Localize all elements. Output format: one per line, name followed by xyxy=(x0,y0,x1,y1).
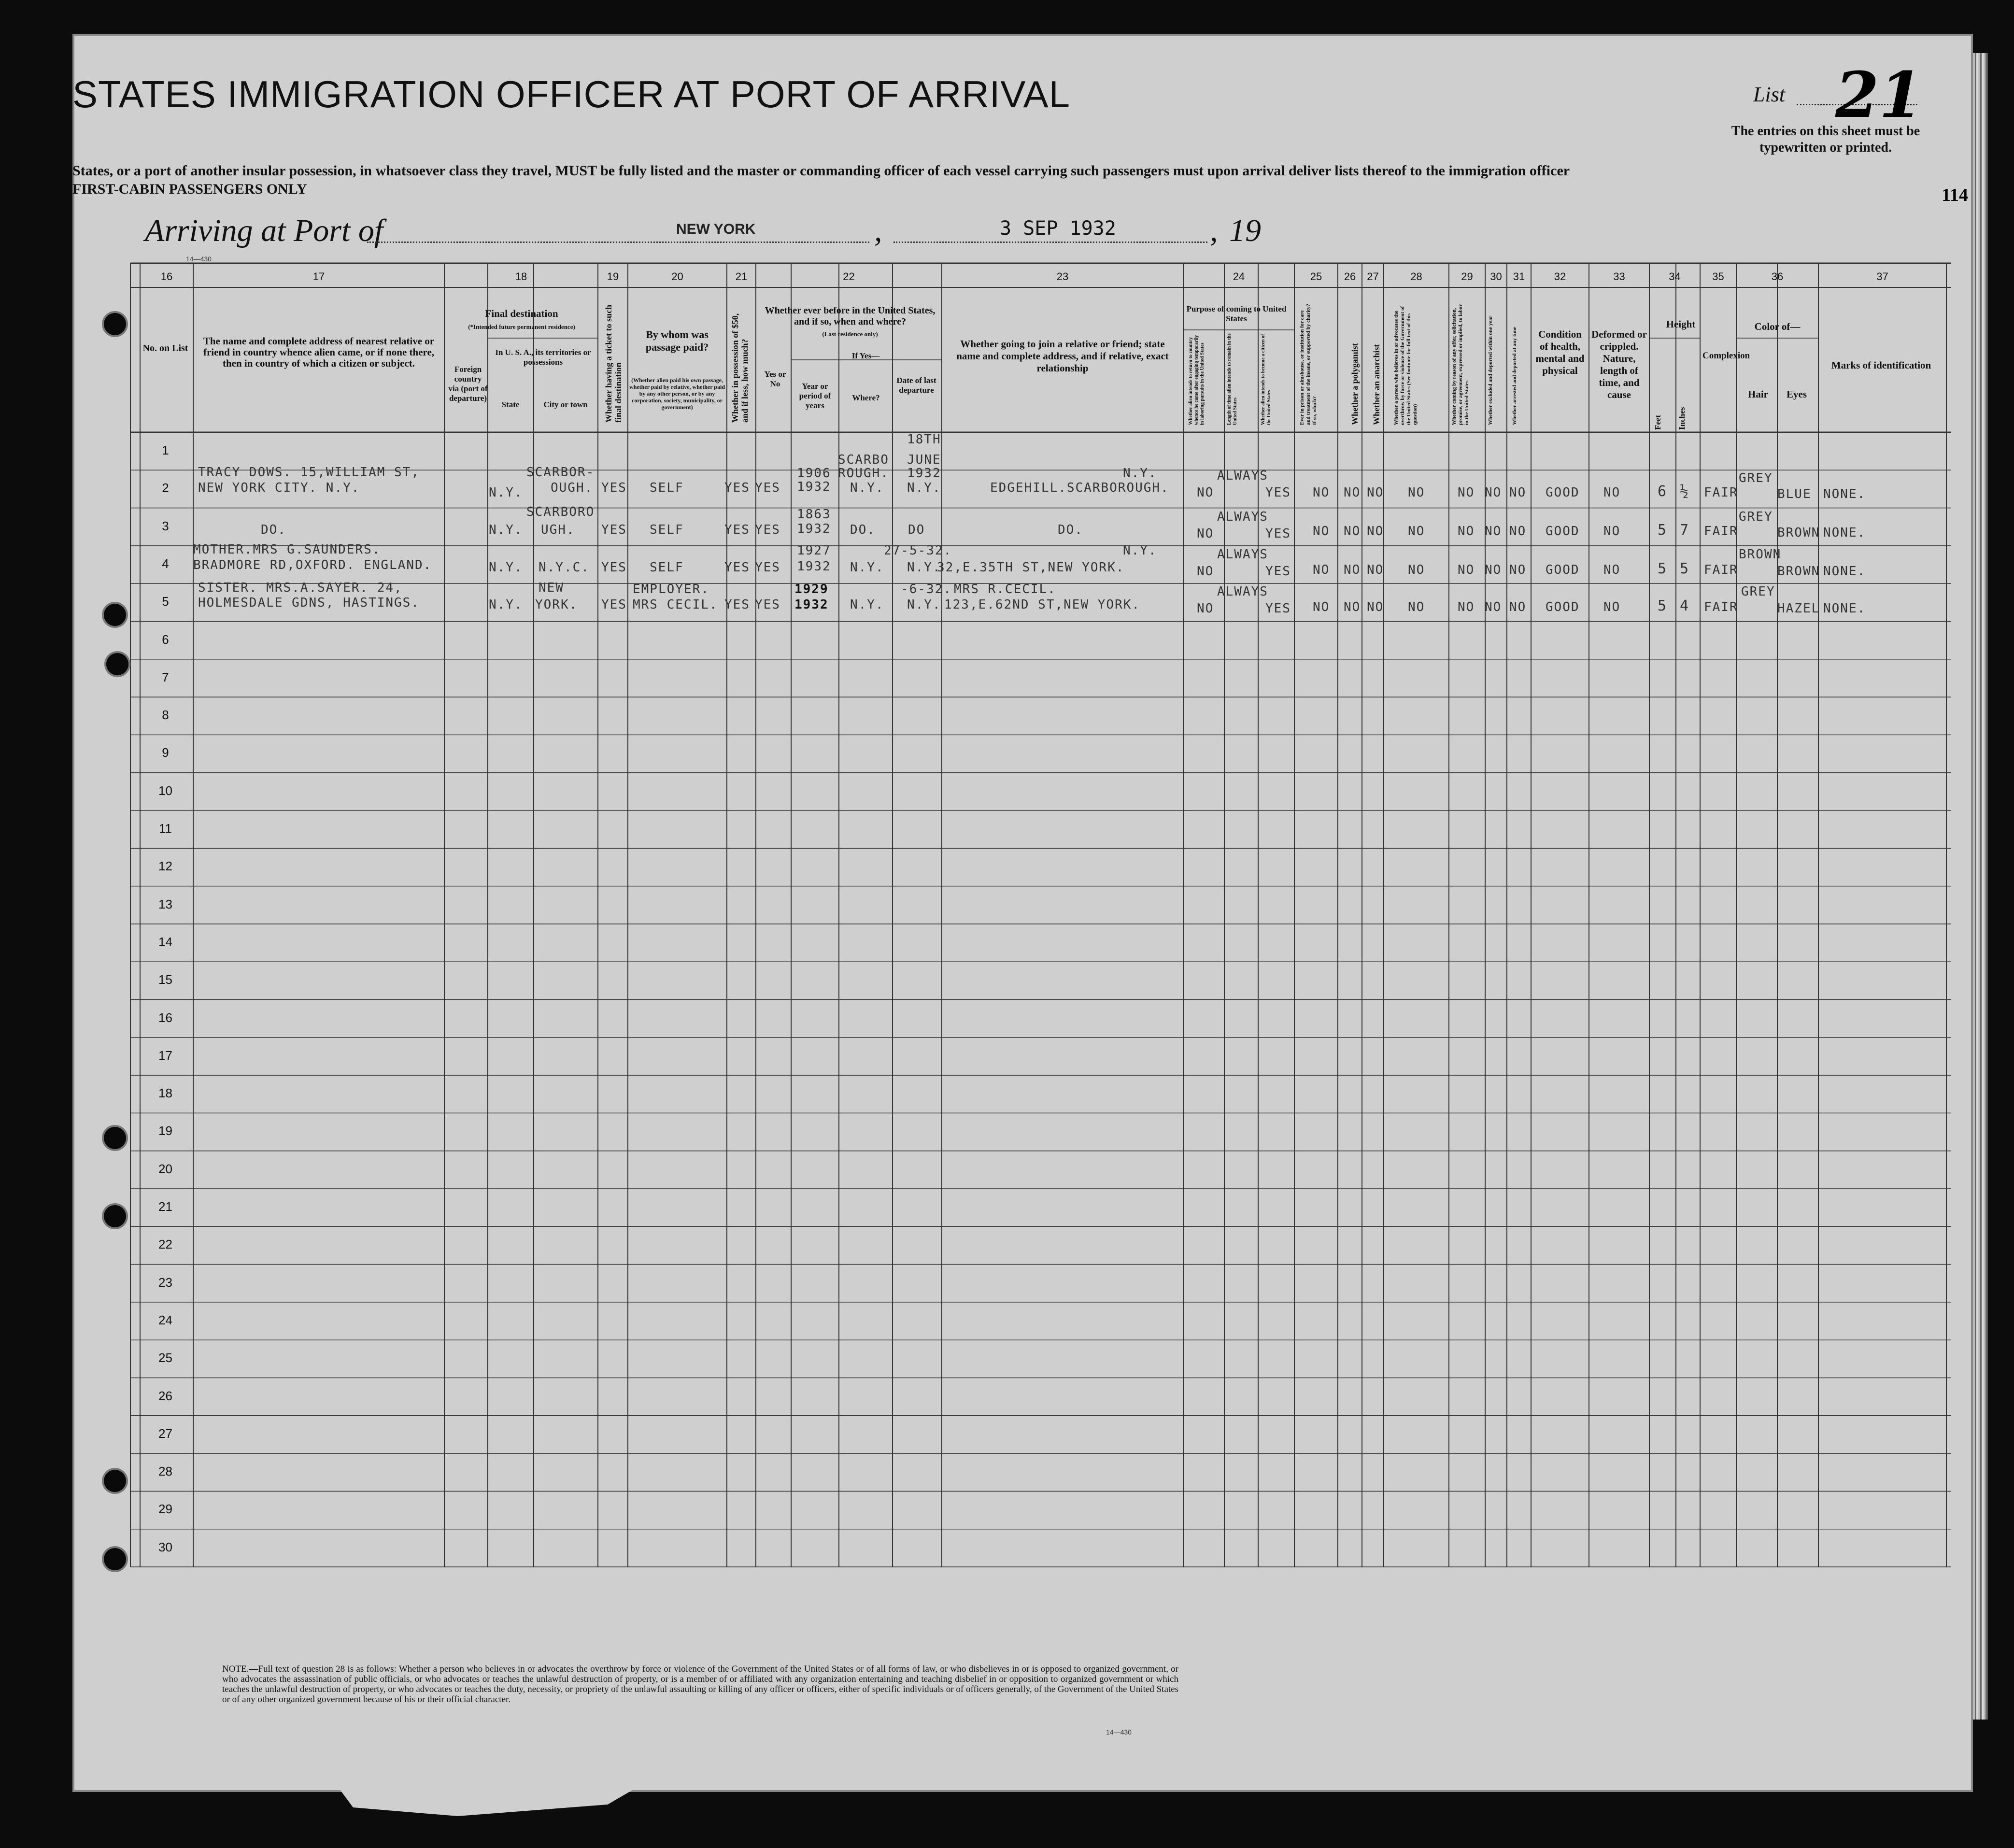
entry-2-deformed: NO xyxy=(1603,524,1621,539)
entry-2-purpose-b: ALWAYS xyxy=(1217,510,1268,524)
entry-1-c30: NO xyxy=(1485,485,1502,500)
entry-2-c28: NO xyxy=(1408,524,1425,539)
header-marks: Marks of identification xyxy=(1831,359,1931,371)
row-number: 11 xyxy=(159,821,172,836)
entry-4-complexion: FAIR xyxy=(1704,600,1738,614)
entry-1-fifty: YES xyxy=(724,481,750,495)
row-number: 30 xyxy=(158,1539,172,1554)
entry-4-before: YES xyxy=(755,597,780,612)
header-purpose-citizen: Whether alien intends to become a citizen of the United States xyxy=(1261,334,1272,425)
column-number: 26 xyxy=(1344,270,1356,283)
entry-1-date2: JUNE xyxy=(907,453,941,467)
column-number: 17 xyxy=(312,270,325,283)
list-label: List xyxy=(1753,83,1786,106)
entry-2-c30: NO xyxy=(1485,524,1502,539)
entry-4-purpose-c: YES xyxy=(1265,601,1291,616)
entry-2-marks: NONE. xyxy=(1823,526,1866,540)
entry-4-feet: 5 xyxy=(1658,597,1668,614)
entry-3-year1: 1927 xyxy=(797,543,831,558)
header-prison: Ever in prison or almshouse, or institution for care and treatment of the insane, or supported by charity? If so, which? xyxy=(1299,303,1318,425)
entry-3-date1: 27-5-32. xyxy=(884,543,952,558)
entry-4-relative-line2: HOLMESDALE GDNS, HASTINGS. xyxy=(198,596,420,610)
row-number: 4 xyxy=(162,556,169,571)
header-purpose: Purpose of coming to United States xyxy=(1186,304,1287,323)
column-number: 37 xyxy=(1876,270,1888,283)
typewritten-note: The entries on this sheet must be typewritten or printed. xyxy=(1731,124,1920,155)
header-final-destination: Final destination xyxy=(485,308,558,319)
entry-4-c31: NO xyxy=(1509,600,1527,614)
entry-4-inches: 4 xyxy=(1680,597,1690,614)
row-number: 16 xyxy=(158,1010,172,1025)
port-value: NEW YORK xyxy=(676,221,756,237)
row-number: 18 xyxy=(158,1086,172,1101)
header-foreign-country: Foreign country via (port of departure) xyxy=(448,365,488,403)
entry-1-inches: ½ xyxy=(1680,483,1690,500)
row-number: 12 xyxy=(158,859,172,874)
entry-3-complexion: FAIR xyxy=(1704,563,1738,577)
arriving-label: Arriving at Port of xyxy=(145,213,383,248)
header-join-relative: Whether going to join a relative or friend; state name and complete address, and if relative, exact relationship xyxy=(956,338,1169,374)
entry-2-fifty: YES xyxy=(724,523,750,537)
list-number: 21 xyxy=(1835,58,1923,132)
entry-1-join2: EDGEHILL.SCARBOROUGH. xyxy=(990,481,1169,495)
entry-2-complexion: FAIR xyxy=(1704,524,1738,539)
row-number: 5 xyxy=(162,594,169,609)
header-feet: Feet xyxy=(1653,414,1662,430)
row-number: 24 xyxy=(158,1312,172,1327)
entry-2-hair: GREY xyxy=(1739,510,1773,524)
column-number: 20 xyxy=(671,270,683,283)
entry-3-date2: N.Y. xyxy=(907,560,941,575)
entry-2-date: DO xyxy=(908,523,925,537)
column-number: 22 xyxy=(843,270,855,283)
entry-4-c27: NO xyxy=(1367,600,1384,614)
entry-1-c26: NO xyxy=(1344,485,1361,500)
column-number: 23 xyxy=(1056,270,1069,283)
row-number: 21 xyxy=(158,1199,172,1214)
row-number: 7 xyxy=(162,669,169,684)
entry-4-date1: -6-32. xyxy=(901,582,952,597)
entry-1-paid-by: SELF xyxy=(650,481,684,495)
entry-2-year1: 1863 xyxy=(797,507,831,522)
row-number: 23 xyxy=(158,1275,172,1290)
entry-4-c25: NO xyxy=(1313,600,1330,614)
row-number: 22 xyxy=(158,1237,172,1252)
footnote-question-28: NOTE.—Full text of question 28 is as follows: Whether a person who believes in or advocates the overthrow by force or violence of the Government of the United States or of all forms of law, or who disbelieves in or is opposed to organized government, or who advocates the assassination of public officials, or who advocates or teaches the unlawful destruction of property, or is a member of or affiliated with any organization entertaining and teaching disbelief in or opposition to organized government or which teaches the unlawful destruction of property, or who advocates or teaches the duty, necessity, or propriety of the unlawful assaulting or killing of any officer or officers, either of specific individuals or of officers generally, of the Government of the United States or of any other organized government because of his or their official character. xyxy=(222,1664,1178,1705)
header-arrested: Whether arrested and deported at any time xyxy=(1512,327,1518,425)
entry-1-c27: NO xyxy=(1367,485,1384,500)
entry-3-relative-line2: BRADMORE RD,OXFORD. ENGLAND. xyxy=(193,558,432,572)
binding-hole xyxy=(104,1127,126,1149)
header-fifty-dollars: Whether in possession of $50, and if less, how much? xyxy=(730,313,750,423)
entry-3-c29: NO xyxy=(1458,563,1475,577)
form-code-top: 14—430 xyxy=(186,255,212,263)
row-number: 13 xyxy=(158,896,172,911)
entry-1-before: YES xyxy=(755,481,780,495)
entry-1-health: GOOD xyxy=(1546,485,1580,500)
row-number: 9 xyxy=(162,745,169,760)
column-number: 18 xyxy=(515,270,527,283)
entry-2-health: GOOD xyxy=(1546,524,1580,539)
entry-4-join1: MRS R.CECIL. xyxy=(954,582,1056,597)
header-deformed: Deformed or crippled. Nature, length of time, and cause xyxy=(1591,328,1647,400)
header-passage-paid-sub: (Whether alien paid his own passage, whether paid by relative, whether paid by any other person, or by any corporation, society, municipality, or government) xyxy=(629,377,725,411)
binding-hole xyxy=(104,1205,126,1227)
header-hair: Hair xyxy=(1748,388,1768,400)
entry-3-purpose-b: ALWAYS xyxy=(1217,547,1268,562)
header-overthrow: Whether a person who believes in or advocates the overthrow by force or violence of the Government of the United States (See footnote for full text of this question) xyxy=(1393,306,1418,425)
header-complexion: Complexion xyxy=(1702,351,1750,361)
entry-2-purpose-a: NO xyxy=(1197,526,1214,541)
header-state: State xyxy=(501,400,520,409)
row-number: 6 xyxy=(162,632,169,647)
entry-3-join2: 32,E.35TH ST,NEW YORK. xyxy=(937,560,1125,575)
entry-2-c31: NO xyxy=(1509,524,1527,539)
entry-4-city-line2: YORK. xyxy=(535,597,578,612)
entry-1-c28: NO xyxy=(1408,485,1425,500)
row-number: 15 xyxy=(158,972,172,987)
entry-1-relative-line1: TRACY DOWS. 15,WILLIAM ST, xyxy=(198,465,420,480)
row-number: 25 xyxy=(158,1350,172,1365)
header-inches: Inches xyxy=(1677,407,1687,430)
binding-hole xyxy=(104,313,126,335)
column-number: 34 xyxy=(1669,270,1681,283)
header-eyes: Eyes xyxy=(1787,388,1807,400)
entry-1-city-line1: SCARBOR- xyxy=(526,465,595,480)
entry-2-city-line2: UGH. xyxy=(541,523,575,537)
entry-1-c31: NO xyxy=(1509,485,1527,500)
entry-3-city: N.Y.C. xyxy=(539,560,590,575)
entry-2-c29: NO xyxy=(1458,524,1475,539)
header-before-in-us-sub: (Last residence only) xyxy=(822,330,878,338)
entry-3-c31: NO xyxy=(1509,563,1527,577)
header-passage-paid: By whom was passage paid? xyxy=(645,328,709,353)
entry-3-c30: NO xyxy=(1485,563,1502,577)
entry-2-relative: DO. xyxy=(261,523,286,537)
row-number: 8 xyxy=(162,708,169,723)
row-number: 20 xyxy=(158,1161,172,1176)
entry-2-c25: NO xyxy=(1313,524,1330,539)
row-number: 28 xyxy=(158,1464,172,1479)
entry-4-where: N.Y. xyxy=(850,597,884,612)
entry-1-c29: NO xyxy=(1458,485,1475,500)
header-polygamist: Whether a polygamist xyxy=(1350,343,1360,425)
entry-2-purpose-c: YES xyxy=(1265,526,1291,541)
entry-4-fifty: YES xyxy=(724,597,750,612)
header-purpose-length: Length of time alien intends to remain in the United States xyxy=(1227,333,1238,425)
column-number: 16 xyxy=(160,270,173,283)
header-final-destination-sub: (*Intended future permanent residence) xyxy=(468,323,575,330)
entry-4-relative-line1: SISTER. MRS.A.SAYER. 24, xyxy=(198,581,403,595)
row-number: 2 xyxy=(162,481,169,496)
entry-3-relative-line1: MOTHER.MRS G.SAUNDERS. xyxy=(193,542,381,557)
entry-1-marks: NONE. xyxy=(1823,487,1866,501)
row-number: 14 xyxy=(158,934,172,949)
entry-1-join1: N.Y. xyxy=(1123,466,1157,481)
entry-3-state: N.Y. xyxy=(489,560,523,575)
form-code-bottom: 14—430 xyxy=(1106,1728,1132,1736)
header-purpose-return: Whether alien intends to return to country whence he came after engaging temporarily in laboring pursuits in the United States xyxy=(1188,335,1205,425)
header-before-in-us: Whether ever before in the United States, and if so, when and where? xyxy=(765,305,936,327)
entry-3-hair: BROWN xyxy=(1739,547,1782,562)
column-number: 24 xyxy=(1233,270,1245,283)
entry-3-before: YES xyxy=(755,560,780,575)
entry-1-relative-line2: NEW YORK CITY. N.Y. xyxy=(198,481,360,495)
entry-3-purpose-a: NO xyxy=(1197,564,1214,579)
entry-2-ticket: YES xyxy=(601,523,627,537)
column-number: 27 xyxy=(1367,270,1379,283)
entry-3-c27: NO xyxy=(1367,563,1384,577)
entry-2-year2: 1932 xyxy=(797,522,831,536)
column-number: 19 xyxy=(607,270,619,283)
entry-3-ticket: YES xyxy=(601,560,627,575)
entry-4-date2: N.Y. xyxy=(907,597,941,612)
year-prefix: 19 xyxy=(1229,213,1261,248)
entry-1-date4: N.Y. xyxy=(907,481,941,495)
entry-3-paid-by: SELF xyxy=(650,560,684,575)
page-title: STATES IMMIGRATION OFFICER AT PORT OF ARRIVAL xyxy=(72,73,1071,115)
entry-4-join2: 123,E.62ND ST,NEW YORK. xyxy=(944,597,1141,612)
entry-4-paid-by-line2: MRS CECIL. xyxy=(633,597,718,612)
row-number: 3 xyxy=(162,518,169,533)
entry-1-where1: SCARBO xyxy=(838,453,889,467)
column-number: 28 xyxy=(1410,270,1422,283)
column-number: 21 xyxy=(735,270,748,283)
entry-1-purpose-b: ALWAYS xyxy=(1217,469,1268,483)
entry-4-c30: NO xyxy=(1485,600,1502,614)
entry-1-purpose-c: YES xyxy=(1265,485,1291,500)
entry-2-c26: NO xyxy=(1344,524,1361,539)
entry-2-city-line1: SCARBORO xyxy=(526,505,595,519)
header-in-usa: In U. S. A., its territories or possessions xyxy=(495,348,591,367)
row-number: 17 xyxy=(158,1048,172,1063)
column-number: 30 xyxy=(1490,270,1502,283)
header-no-on-list: No. on List xyxy=(142,343,188,354)
column-number: 33 xyxy=(1613,270,1625,283)
entry-1-year1: 1906 xyxy=(797,466,831,481)
entry-3-join1: N.Y. xyxy=(1123,543,1157,558)
entry-1-date1: 18TH xyxy=(907,432,941,447)
entry-1-where2: ROUGH. xyxy=(838,466,889,481)
row-number: 10 xyxy=(158,783,172,798)
entry-1-hair: GREY xyxy=(1739,471,1773,485)
column-number: 31 xyxy=(1513,270,1525,283)
entry-1-year2: 1932 xyxy=(797,480,831,494)
entry-4-purpose-a: NO xyxy=(1197,601,1214,616)
entry-4-year1: 1929 xyxy=(794,582,829,597)
entry-2-c27: NO xyxy=(1367,524,1384,539)
entry-1-date3: 1932 xyxy=(907,466,941,481)
entry-3-marks: NONE. xyxy=(1823,564,1866,579)
entry-1-eyes: BLUE xyxy=(1777,487,1812,501)
entry-2-feet: 5 xyxy=(1658,522,1668,539)
header-health: Condition of health, mental and physical xyxy=(1535,328,1585,376)
entry-4-hair: GREY xyxy=(1741,584,1775,599)
entry-1-complexion: FAIR xyxy=(1704,485,1738,500)
header-year-period: Year or period of years xyxy=(799,382,831,410)
entry-3-c25: NO xyxy=(1313,563,1330,577)
entry-2-paid-by: SELF xyxy=(650,523,684,537)
row-number: 29 xyxy=(158,1502,172,1517)
entry-2-state: N.Y. xyxy=(489,523,523,537)
intro-paragraph: States, or a port of another insular possession, in whatsoever class they travel, MUST be fully listed and the master or commanding officer of each vessel carrying such passengers must upon arrival deliver lists thereof to the immigration officer xyxy=(72,163,1570,179)
class-note: FIRST-CABIN PASSENGERS ONLY xyxy=(72,181,307,197)
entry-3-fifty: YES xyxy=(724,560,750,575)
row-number: 26 xyxy=(158,1388,172,1403)
entry-3-where: N.Y. xyxy=(850,560,884,575)
entry-3-inches: 5 xyxy=(1680,560,1690,577)
row-number: 19 xyxy=(158,1123,172,1138)
entry-2-where: DO. xyxy=(850,523,876,537)
entry-4-year2: 1932 xyxy=(794,597,829,612)
entry-1-where3: N.Y. xyxy=(850,481,884,495)
entry-2-eyes: BROWN xyxy=(1777,526,1820,540)
column-number: 29 xyxy=(1461,270,1473,283)
entry-1-c25: NO xyxy=(1313,485,1330,500)
header-color-of: Color of— xyxy=(1754,321,1801,332)
entry-1-purpose-a: NO xyxy=(1197,485,1214,500)
entry-3-health: GOOD xyxy=(1546,563,1580,577)
header-if-yes: If Yes— xyxy=(851,351,880,360)
header-where: Where? xyxy=(852,393,880,402)
entry-3-deformed: NO xyxy=(1603,563,1621,577)
entry-1-state: N.Y. xyxy=(489,485,523,500)
header-height: Height xyxy=(1666,318,1696,330)
entry-4-paid-by: EMPLOYER. xyxy=(633,582,709,597)
comma-separator: , xyxy=(1210,213,1218,248)
header-date-departure: Date of last departure xyxy=(896,376,936,395)
entry-4-eyes: HAZEL xyxy=(1777,601,1820,616)
entry-4-health: GOOD xyxy=(1546,600,1580,614)
entry-2-before: YES xyxy=(755,523,780,537)
date-value: 3 SEP 1932 xyxy=(1000,217,1116,240)
header-labor-offer: Whether coming by reason of any offer, solicitation, promise, or agreement, expressed or implied, to labor in the United States xyxy=(1451,304,1470,425)
comma-separator: , xyxy=(874,213,882,248)
entry-1-feet: 6 xyxy=(1658,483,1668,500)
entry-4-city-line1: NEW xyxy=(539,581,564,595)
entry-3-eyes: BROWN xyxy=(1777,564,1820,579)
entry-4-deformed: NO xyxy=(1603,600,1621,614)
column-number: 32 xyxy=(1554,270,1566,283)
row-number: 1 xyxy=(162,443,169,457)
entry-3-purpose-c: YES xyxy=(1265,564,1291,579)
row-number: 27 xyxy=(158,1426,172,1441)
entry-3-c26: NO xyxy=(1344,563,1361,577)
header-yes-no: Yes or No xyxy=(764,370,786,388)
entry-1-deformed: NO xyxy=(1603,485,1621,500)
entry-3-year2: 1932 xyxy=(797,559,831,574)
entry-4-c29: NO xyxy=(1458,600,1475,614)
binding-hole xyxy=(106,653,128,675)
entry-2-join: DO. xyxy=(1058,523,1083,537)
header-ticket: Whether having a ticket to such final destination xyxy=(604,304,623,423)
entry-4-c26: NO xyxy=(1344,600,1361,614)
entry-4-marks: NONE. xyxy=(1823,601,1866,616)
header-anarchist: Whether an anarchist xyxy=(1372,344,1381,425)
binding-hole xyxy=(104,1548,126,1570)
header-relative-address: The name and complete address of nearest relative or friend in country whence alien came, or if none there, then in country of which a citizen or subject. xyxy=(203,335,435,369)
sheet-number: 114 xyxy=(1942,185,1968,205)
entry-1-city-line2: OUGH. xyxy=(551,481,594,495)
entry-3-feet: 5 xyxy=(1658,560,1668,577)
entry-3-c28: NO xyxy=(1408,563,1425,577)
grid-lines xyxy=(130,263,1951,1567)
column-number: 25 xyxy=(1310,270,1322,283)
column-number: 35 xyxy=(1712,270,1724,283)
header-city: City or town xyxy=(543,400,588,409)
entry-2-inches: 7 xyxy=(1680,522,1690,539)
column-number: 36 xyxy=(1771,270,1784,283)
entry-4-c28: NO xyxy=(1408,600,1425,614)
binding-hole xyxy=(104,604,126,626)
entry-1-ticket: YES xyxy=(601,481,627,495)
entry-4-state: N.Y. xyxy=(489,597,523,612)
entry-4-ticket: YES xyxy=(601,597,627,612)
entry-4-purpose-b: ALWAYS xyxy=(1217,584,1268,599)
binding-hole xyxy=(104,1470,126,1492)
header-excluded: Whether excluded and deported within one year xyxy=(1488,315,1493,425)
